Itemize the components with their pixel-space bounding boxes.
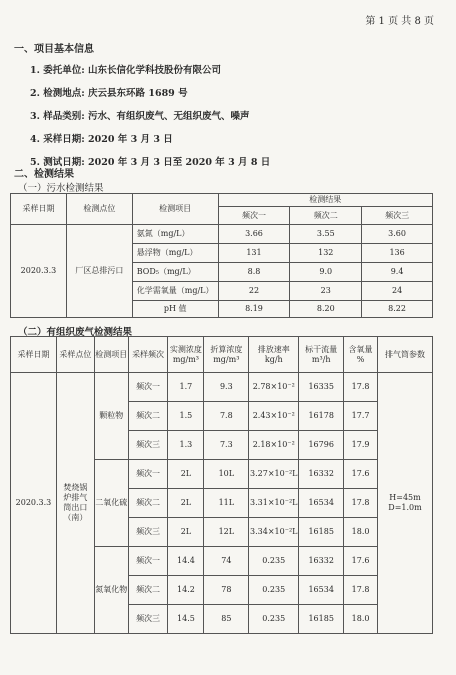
cell-flow: 16534 (299, 489, 344, 518)
cell-date: 2020.3.3 (11, 225, 67, 318)
cell-conc: 1.5 (168, 402, 204, 431)
cell-item: 氨氮（mg/L） (132, 225, 218, 244)
cell-item: 氮氧化物 (94, 547, 128, 634)
cell-freq: 频次二 (128, 402, 168, 431)
cell-value: 132 (290, 244, 362, 263)
cell-location: 焚烧锅炉排气筒出口（南） (56, 373, 94, 634)
cell-conv: 85 (204, 605, 249, 634)
header-date: 采样日期 (11, 337, 57, 373)
water-subtitle: （一）污水检测结果 (18, 183, 104, 194)
header-freq2: 频次二 (290, 207, 362, 225)
cell-freq: 频次三 (128, 518, 168, 547)
cell-rate: 2.43×10⁻² (249, 402, 299, 431)
cell-conv: 9.3 (204, 373, 249, 402)
cell-value: 9.4 (362, 263, 433, 282)
cell-o2: 17.8 (344, 489, 378, 518)
section2-title: 二、检测结果 (14, 169, 74, 180)
gas-subtitle: （二）有组织废气检测结果 (18, 327, 133, 338)
cell-conc: 2L (168, 518, 204, 547)
cell-conv: 11L (204, 489, 249, 518)
cell-value: 3.60 (362, 225, 433, 244)
cell-conv: 12L (204, 518, 249, 547)
cell-freq: 频次一 (128, 373, 168, 402)
cell-rate: 0.235 (249, 605, 299, 634)
cell-conc: 14.4 (168, 547, 204, 576)
cell-flow: 16332 (299, 547, 344, 576)
cell-value: 3.55 (290, 225, 362, 244)
cell-rate: 0.235 (249, 576, 299, 605)
cell-value: 131 (218, 244, 290, 263)
cell-freq: 频次一 (128, 460, 168, 489)
cell-conc: 14.2 (168, 576, 204, 605)
cell-freq: 频次三 (128, 431, 168, 460)
cell-value: 8.20 (290, 301, 362, 318)
info-sampling-date: 4. 采样日期: 2020 年 3 月 3 日 (30, 134, 173, 145)
info-client: 1. 委托单位: 山东长信化学科技股份有限公司 (30, 65, 222, 76)
cell-flow: 16332 (299, 460, 344, 489)
cell-rate: 0.235 (249, 547, 299, 576)
header-freq1: 频次一 (218, 207, 290, 225)
cell-conc: 2L (168, 460, 204, 489)
header-freq3: 频次三 (362, 207, 433, 225)
cell-conc: 2L (168, 489, 204, 518)
header-params: 排气筒参数 (378, 337, 433, 373)
header-freq: 采样频次 (128, 337, 168, 373)
header-rate: 排放速率 kg/h (249, 337, 299, 373)
cell-value: 24 (362, 282, 433, 301)
cell-conc: 1.3 (168, 431, 204, 460)
cell-value: 3.66 (218, 225, 290, 244)
cell-o2: 17.8 (344, 576, 378, 605)
cell-conv: 10L (204, 460, 249, 489)
cell-conc: 14.5 (168, 605, 204, 634)
cell-flow: 16534 (299, 576, 344, 605)
cell-conv: 78 (204, 576, 249, 605)
cell-conc: 1.7 (168, 373, 204, 402)
cell-freq: 频次二 (128, 576, 168, 605)
header-item: 检测项目 (132, 194, 218, 225)
cell-params: H=45m D=1.0m (378, 373, 433, 634)
header-date: 采样日期 (11, 194, 67, 225)
header-o2: 含氧量 % (344, 337, 378, 373)
cell-item: pH 值 (132, 301, 218, 318)
cell-value: 9.0 (290, 263, 362, 282)
cell-item: 颗粒物 (94, 373, 128, 460)
cell-location: 厂区总排污口 (66, 225, 132, 318)
cell-freq: 频次一 (128, 547, 168, 576)
info-location: 2. 检测地点: 庆云县东环路 1689 号 (30, 88, 188, 99)
cell-value: 23 (290, 282, 362, 301)
info-test-date: 5. 测试日期: 2020 年 3 月 3 日至 2020 年 3 月 8 日 (30, 157, 271, 168)
cell-item: BOD₅（mg/L） (132, 263, 218, 282)
cell-flow: 16796 (299, 431, 344, 460)
info-sample-type: 3. 样品类别: 污水、有组织废气、无组织废气、噪声 (30, 111, 250, 122)
cell-flow: 16185 (299, 518, 344, 547)
cell-o2: 17.7 (344, 402, 378, 431)
cell-date: 2020.3.3 (11, 373, 57, 634)
header-flow: 标干流量 m³/h (299, 337, 344, 373)
cell-rate: 3.34×10⁻²L (249, 518, 299, 547)
cell-flow: 16185 (299, 605, 344, 634)
cell-o2: 18.0 (344, 518, 378, 547)
cell-o2: 18.0 (344, 605, 378, 634)
header-results: 检测结果 (218, 194, 432, 207)
cell-rate: 2.78×10⁻² (249, 373, 299, 402)
cell-o2: 17.8 (344, 373, 378, 402)
cell-rate: 2.18×10⁻² (249, 431, 299, 460)
header-conc: 实测浓度 mg/m³ (168, 337, 204, 373)
cell-value: 22 (218, 282, 290, 301)
cell-conv: 7.8 (204, 402, 249, 431)
water-results-table (10, 193, 433, 318)
cell-item: 二氧化硫 (94, 460, 128, 547)
header-item: 检测项目 (94, 337, 128, 373)
cell-flow: 16178 (299, 402, 344, 431)
header-location: 检测点位 (66, 194, 132, 225)
cell-item: 化学需氧量（mg/L） (132, 282, 218, 301)
cell-conv: 74 (204, 547, 249, 576)
cell-rate: 3.27×10⁻²L (249, 460, 299, 489)
gas-results-table (10, 336, 433, 634)
cell-o2: 17.9 (344, 431, 378, 460)
header-location: 采样点位 (56, 337, 94, 373)
cell-freq: 频次二 (128, 489, 168, 518)
cell-o2: 17.6 (344, 547, 378, 576)
cell-conv: 7.3 (204, 431, 249, 460)
page-number: 第 1 页 共 8 页 (365, 16, 434, 27)
cell-value: 8.19 (218, 301, 290, 318)
header-conv: 折算浓度 mg/m³ (204, 337, 249, 373)
cell-o2: 17.6 (344, 460, 378, 489)
cell-freq: 频次三 (128, 605, 168, 634)
cell-rate: 3.31×10⁻²L (249, 489, 299, 518)
cell-value: 136 (362, 244, 433, 263)
section1-title: 一、项目基本信息 (14, 44, 94, 55)
cell-flow: 16335 (299, 373, 344, 402)
cell-value: 8.8 (218, 263, 290, 282)
cell-item: 悬浮物（mg/L） (132, 244, 218, 263)
cell-value: 8.22 (362, 301, 433, 318)
